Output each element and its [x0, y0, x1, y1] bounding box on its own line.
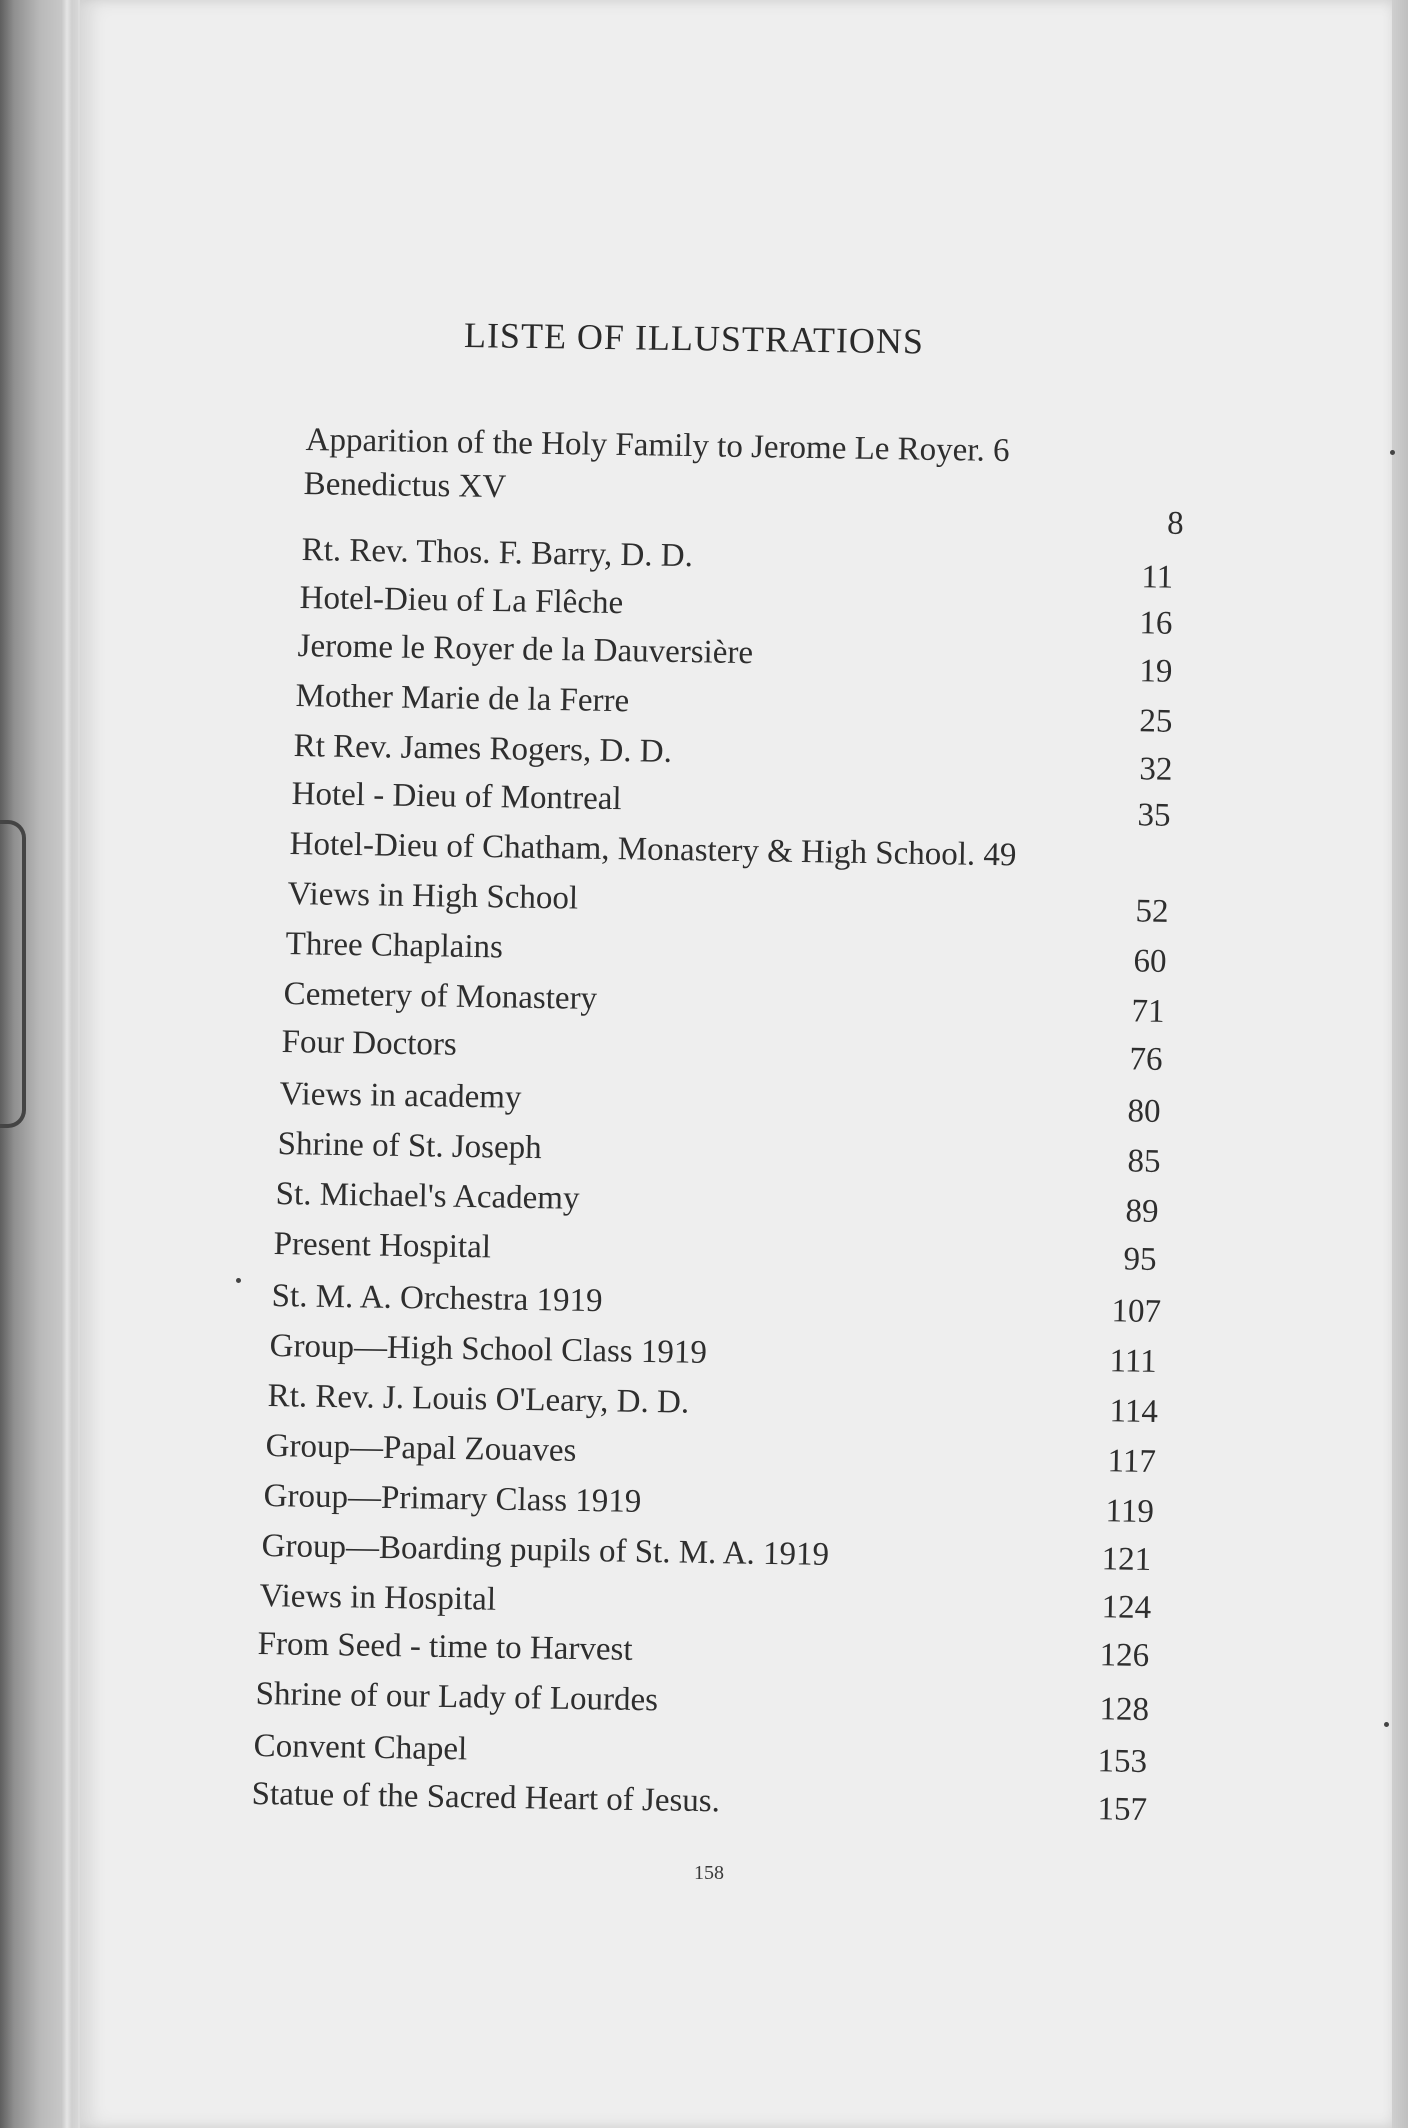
illustration-page-number: 95 [1123, 1241, 1157, 1278]
illustration-page-number: 157 [1097, 1791, 1148, 1829]
illustration-title: Four Doctors [281, 1024, 458, 1063]
illustration-page-number: 76 [1129, 1041, 1163, 1078]
page-number: 158 [694, 1862, 724, 1884]
page-edge [62, 0, 72, 2128]
illustration-page-number: 25 [1139, 703, 1173, 740]
illustration-title: Cemetery of Monastery [283, 976, 598, 1017]
illustration-title: Hotel-Dieu of Chatham, Monastery & High School. 49 [289, 826, 1017, 874]
illustration-page-number: 11 [1141, 559, 1174, 596]
illustration-page-number: 89 [1125, 1193, 1159, 1230]
illustration-title: From Seed - time to Harvest [257, 1626, 633, 1668]
illustration-page-number: 111 [1109, 1343, 1157, 1380]
illustration-title: Three Chaplains [285, 926, 504, 966]
illustration-page-number: 117 [1107, 1443, 1157, 1480]
page-title: LISTE OF ILLUSTRATIONS [463, 315, 925, 362]
illustration-title: Group—Primary Class 1919 [263, 1478, 642, 1520]
illustration-page-number: 128 [1099, 1691, 1150, 1729]
illustration-title: Rt. Rev. Thos. F. Barry, D. D. [301, 532, 694, 575]
right-page-edge [1392, 0, 1408, 2128]
illustration-page-number: 19 [1139, 653, 1173, 690]
illustration-title: Views in Hospital [259, 1578, 497, 1618]
illustration-title: Views in academy [279, 1076, 522, 1116]
illustration-page-number: 124 [1101, 1589, 1152, 1626]
illustration-title: Group—Boarding pupils of St. M. A. 1919 [261, 1528, 830, 1573]
illustration-title: Group—High School Class 1919 [269, 1328, 708, 1371]
illustration-title: Statue of the Sacred Heart of Jesus. [251, 1776, 721, 1820]
illustration-title: Rt. Rev. J. Louis O'Leary, D. D. [267, 1378, 690, 1421]
illustration-title: Rt Rev. James Rogers, D. D. [293, 728, 673, 770]
illustration-title: Benedictus XV [303, 466, 507, 506]
illustration-title: Hotel - Dieu of Montreal [291, 776, 622, 818]
illustration-page-number: 16 [1139, 605, 1173, 642]
illustration-page-number: 107 [1111, 1293, 1162, 1330]
illustration-title: Hotel-Dieu of La Flêche [299, 580, 624, 622]
illustration-page-number: 114 [1109, 1393, 1159, 1430]
illustration-title: Shrine of our Lady of Lourdes [255, 1676, 659, 1719]
illustration-page-number: 35 [1137, 797, 1171, 834]
illustration-title: Mother Marie de la Ferre [295, 678, 630, 720]
ink-speck [236, 1278, 241, 1283]
illustration-page-number: 121 [1101, 1541, 1152, 1578]
ink-speck [1384, 1722, 1389, 1727]
illustration-title: St. M. A. Orchestra 1919 [271, 1278, 603, 1320]
illustration-page-number: 126 [1099, 1637, 1150, 1674]
illustration-page-number: 153 [1097, 1743, 1148, 1781]
illustration-page-number: 71 [1131, 993, 1165, 1030]
illustration-page-number: 85 [1127, 1143, 1161, 1180]
illustration-page-number: 80 [1127, 1093, 1161, 1130]
illustration-title: Convent Chapel [253, 1728, 468, 1768]
illustration-title: Shrine of St. Joseph [277, 1126, 542, 1167]
illustration-page-number: 52 [1135, 893, 1169, 930]
illustration-title: St. Michael's Academy [275, 1176, 580, 1217]
illustration-title: Present Hospital [273, 1226, 492, 1266]
illustration-page-number: 60 [1133, 943, 1167, 980]
illustration-title: Group—Papal Zouaves [265, 1428, 577, 1469]
illustration-page-number: 8 [1166, 505, 1184, 542]
illustration-title: Jerome le Royer de la Dauversière [297, 628, 754, 672]
illustration-page-number: 32 [1139, 751, 1173, 788]
illustration-title: Apparition of the Holy Family to Jerome Le Royer. 6 [305, 422, 1010, 470]
illustration-page-number: 119 [1105, 1493, 1155, 1530]
book-clasp [0, 820, 26, 1128]
illustration-title: Views in High School [287, 876, 579, 917]
ink-speck [1390, 450, 1395, 455]
